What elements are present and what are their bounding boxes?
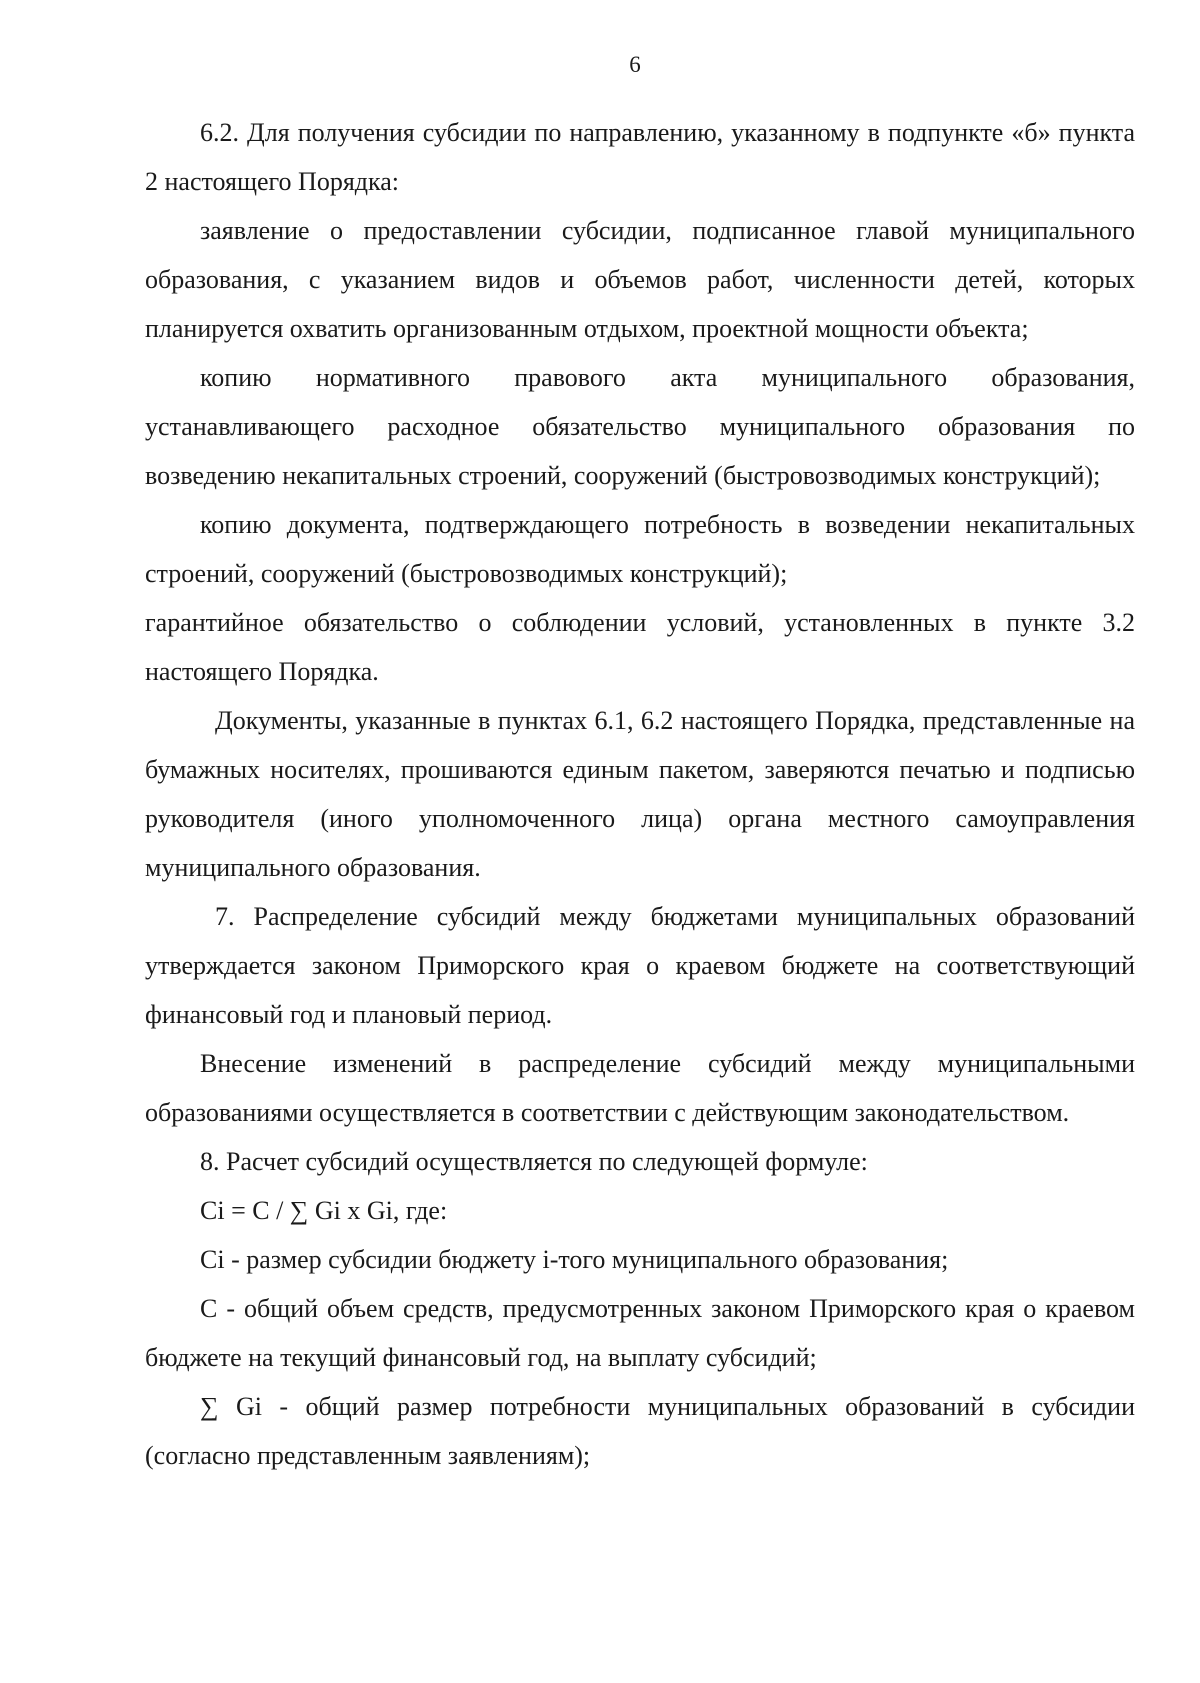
definition-sum-gi: ∑ Gi - общий размер потребности муниципальных образований в субсидии (согласно представленным заявлениям);	[145, 1392, 1135, 1470]
page-number: 6	[629, 52, 641, 77]
paragraph-8-calculation: 8. Расчет субсидий осуществляется по следующей формуле:	[200, 1147, 868, 1176]
paragraph-distribution-changes: Внесение изменений в распределение субсидий между муниципальными образованиями осуществляется в соответствии с действующим законодательством.	[145, 1049, 1135, 1127]
paragraph-documents-package: Документы, указанные в пунктах 6.1, 6.2 настоящего Порядка, представленные на бумажных носителях, прошиваются единым пакетом, заверяются печатью и подписью руководителя (иного уполномоченного лица) органа местного самоуправления муниципального образования.	[145, 706, 1135, 882]
definition-c: C - общий объем средств, предусмотренных законом Приморского края о краевом бюджете на текущий финансовый год, на выплату субсидий;	[145, 1294, 1135, 1372]
document-body	[145, 108, 1135, 1480]
paragraph-application: заявление о предоставлении субсидии, подписанное главой муниципального образования, с указанием видов и объемов работ, численности детей, которых планируется охватить организованным отдыхом, проектной мощности объекта;	[145, 216, 1135, 343]
paragraph-7-distribution: 7. Распределение субсидий между бюджетами муниципальных образований утверждается законом Приморского края о краевом бюджете на соответствующий финансовый год и плановый период.	[145, 902, 1135, 1029]
paragraph-need-document-copy: копию документа, подтверждающего потребность в возведении некапитальных строений, сооружений (быстровозводимых конструкций);	[145, 510, 1135, 588]
paragraph-normative-act-copy: копию нормативного правового акта муниципального образования, устанавливающего расходное обязательство муниципального образования по возведению некапитальных строений, сооружений (быстровозводимых конструкций);	[145, 363, 1135, 490]
formula: Ci = C / ∑ Gi x Gi, где:	[200, 1196, 448, 1225]
paragraph-guarantee: гарантийное обязательство о соблюдении условий, установленных в пункте 3.2 настоящего Порядка.	[145, 608, 1135, 686]
paragraph-6-2-intro: 6.2. Для получения субсидии по направлению, указанному в подпункте «б» пункта 2 настоящего Порядка:	[145, 118, 1135, 196]
definition-ci: Ci - размер субсидии бюджету i-того муниципального образования;	[200, 1245, 949, 1274]
